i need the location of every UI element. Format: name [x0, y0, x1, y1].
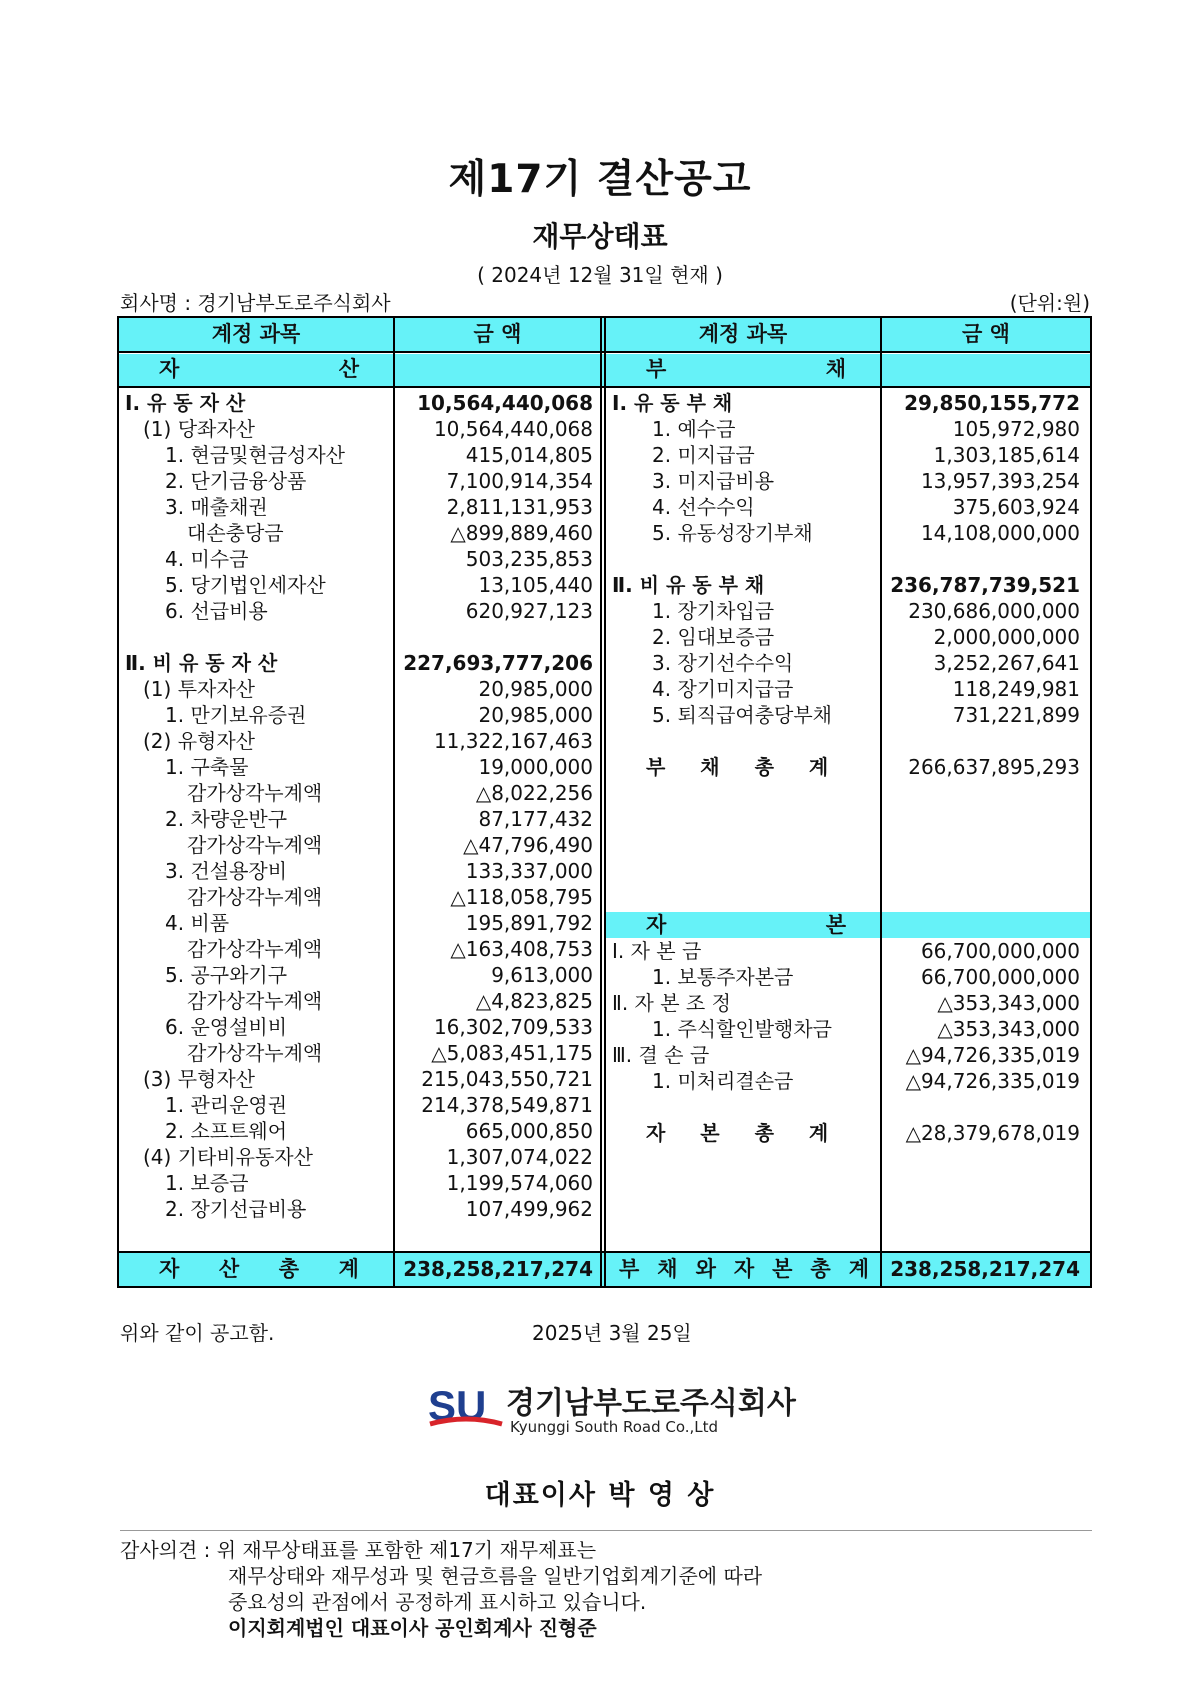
liabilities-section-title: [646, 356, 846, 382]
account-amount: △899,889,460: [450, 521, 593, 545]
account-label: 6. 운영설비비: [165, 1015, 288, 1039]
account-amount: △94,726,335,019: [905, 1069, 1080, 1093]
account-label: 1. 장기차입금: [652, 599, 775, 623]
account-amount: △28,379,678,019: [905, 1121, 1080, 1145]
audit-opinion-line: 재무상태와 재무성과 및 현금흐름을 일반기업회계기준에 따라: [228, 1564, 763, 1588]
account-label: 감가상각누계액: [187, 781, 323, 805]
total-label-char: 총: [278, 1257, 300, 1281]
account-amount: 227,693,777,206: [403, 651, 593, 675]
total-liab-equity-amount: 238,258,217,274: [890, 1257, 1080, 1281]
account-amount: 118,249,981: [952, 677, 1080, 701]
account-amount: 2,811,131,953: [446, 495, 593, 519]
statement-date: ( 2024년 12월 31일 현재 ): [477, 263, 723, 287]
logo-company-korean: 경기남부도로주식회사: [506, 1386, 796, 1421]
row-divider: [119, 1251, 1090, 1253]
account-amount: 14,108,000,000: [920, 521, 1080, 545]
row-divider: [119, 386, 1090, 388]
auditor-name: 이지회계법인 대표이사 공인회계사 진형준: [228, 1616, 597, 1640]
total-label-char: 자: [159, 1257, 180, 1281]
notice-date: 2025년 3월 25일: [532, 1321, 692, 1345]
account-label: (2) 유형자산: [143, 729, 255, 753]
account-label: 4. 선수수익: [652, 495, 755, 519]
total-label-char: 와: [695, 1257, 716, 1281]
account-label: Ⅲ. 결 손 금: [612, 1043, 710, 1067]
notice-text: 위와 같이 공고함.: [120, 1321, 275, 1345]
account-amount: 503,235,853: [465, 547, 593, 571]
total-label-char: 본: [772, 1257, 793, 1281]
account-label: 3. 장기선수수익: [652, 651, 794, 675]
account-label: 5. 퇴직급여충당부채: [652, 703, 832, 727]
section-title-char: 자: [159, 357, 180, 381]
account-label: 3. 건설용장비: [165, 859, 288, 883]
statement-title: 재무상태표: [532, 220, 668, 253]
account-amount: 195,891,792: [465, 911, 593, 935]
account-label: 감가상각누계액: [187, 1041, 323, 1065]
account-amount: 230,686,000,000: [908, 599, 1080, 623]
account-amount: 215,043,550,721: [421, 1067, 593, 1091]
account-amount: 105,972,980: [952, 417, 1080, 441]
column-header-amount: 금 액: [473, 322, 522, 346]
column-header-account: 계정 과목: [211, 322, 301, 346]
account-amount: 66,700,000,000: [920, 939, 1080, 963]
account-label: 1. 구축물: [165, 755, 249, 779]
account-amount: 2,000,000,000: [933, 625, 1080, 649]
account-label: 1. 보통주자본금: [652, 965, 794, 989]
total-label-char: 부: [619, 1257, 640, 1281]
account-label: Ⅰ. 자 본 금: [612, 939, 702, 963]
account-amount: 731,221,899: [952, 703, 1080, 727]
account-label: (1) 투자자산: [143, 677, 255, 701]
account-amount: 1,199,574,060: [446, 1171, 593, 1195]
account-amount: 13,957,393,254: [920, 469, 1080, 493]
column-header-amount: 금 액: [962, 322, 1010, 346]
account-label: 4. 비품: [165, 911, 230, 935]
account-amount: 20,985,000: [478, 677, 593, 701]
company-name: 회사명 : 경기남부도로주식회사: [120, 291, 391, 315]
total-label-char: 계: [338, 1257, 359, 1281]
account-amount: △353,343,000: [937, 1017, 1080, 1041]
balance-sheet-table: [117, 316, 1092, 1288]
total-label-char: 자: [733, 1257, 755, 1281]
subtotal-label: 자 본 총 계: [646, 1121, 843, 1145]
row-divider: [119, 351, 1090, 353]
account-amount: 7,100,914,354: [446, 469, 593, 493]
account-amount: 9,613,000: [491, 963, 593, 987]
account-label: Ⅱ. 자 본 조 정: [612, 991, 731, 1015]
account-amount: 11,322,167,463: [433, 729, 593, 753]
account-label: 2. 단기금융상품: [165, 469, 307, 493]
account-amount: △4,823,825: [475, 989, 593, 1013]
subtotal-label: 부 채 총 계: [646, 755, 843, 779]
account-amount: △47,796,490: [463, 833, 593, 857]
account-amount: 133,337,000: [465, 859, 593, 883]
notice-title: 제17기 결산공고: [448, 157, 752, 202]
account-amount: 107,499,962: [465, 1197, 593, 1221]
account-amount: △8,022,256: [475, 781, 593, 805]
total-label-char: 계: [848, 1257, 869, 1281]
account-label: 5. 유동성장기부채: [652, 521, 813, 545]
assets-section-title: [159, 356, 359, 382]
account-amount: 266,637,895,293: [908, 755, 1080, 779]
total-label-char: 산: [218, 1257, 240, 1281]
account-amount: 665,000,850: [465, 1119, 593, 1143]
account-label: (4) 기타비유동자산: [143, 1145, 313, 1169]
account-amount: 3,252,267,641: [933, 651, 1080, 675]
account-amount: △118,058,795: [450, 885, 593, 909]
account-label: 1. 만기보유증권: [165, 703, 307, 727]
account-label: 1. 예수금: [652, 417, 736, 441]
account-label: (1) 당좌자산: [143, 417, 255, 441]
account-amount: △353,343,000: [937, 991, 1080, 1015]
currency-unit: (단위:원): [1009, 291, 1090, 315]
logo-mark: SU: [428, 1382, 487, 1429]
account-label: 4. 장기미지급금: [652, 677, 794, 701]
equity-section-title: [646, 912, 846, 938]
account-amount: 214,378,549,871: [421, 1093, 593, 1117]
total-label-char: 총: [810, 1257, 831, 1281]
account-amount: △94,726,335,019: [905, 1043, 1080, 1067]
account-label: 2. 소프트웨어: [165, 1119, 288, 1143]
account-amount: 16,302,709,533: [433, 1015, 593, 1039]
account-label: 감가상각누계액: [187, 833, 323, 857]
section-title-char: 본: [825, 913, 846, 937]
account-label: (3) 무형자산: [143, 1067, 255, 1091]
account-amount: 10,564,440,068: [417, 391, 593, 415]
account-label: 2. 차량운반구: [165, 807, 288, 831]
account-amount: 1,303,185,614: [933, 443, 1080, 467]
account-amount: 620,927,123: [465, 599, 593, 623]
account-label: 2. 장기선급비용: [165, 1197, 307, 1221]
account-amount: 66,700,000,000: [920, 965, 1080, 989]
account-amount: △5,083,451,175: [431, 1041, 593, 1065]
account-label: 1. 관리운영권: [165, 1093, 288, 1117]
logo-company-english: Kyunggi South Road Co.,Ltd: [510, 1418, 719, 1436]
account-label: 1. 보증금: [165, 1171, 249, 1195]
account-amount: 19,000,000: [478, 755, 593, 779]
account-label: 4. 미수금: [165, 547, 249, 571]
account-amount: 29,850,155,772: [904, 391, 1080, 415]
account-label: Ⅰ. 유 동 부 채: [612, 391, 733, 415]
account-label: 감가상각누계액: [187, 989, 323, 1013]
account-label: 5. 공구와기구: [165, 963, 288, 987]
account-amount: 1,307,074,022: [446, 1145, 593, 1169]
account-label: 3. 미지급비용: [652, 469, 775, 493]
account-label: 대손충당금: [187, 521, 284, 545]
company-logo-icon: [428, 1380, 504, 1434]
total-assets-label: [159, 1256, 359, 1282]
account-label: 감가상각누계액: [187, 885, 323, 909]
account-label: 2. 미지급금: [652, 443, 755, 467]
account-label: 감가상각누계액: [187, 937, 323, 961]
account-amount: 87,177,432: [478, 807, 593, 831]
column-header-account: 계정 과목: [698, 322, 788, 346]
total-liab-equity-label: [619, 1256, 869, 1282]
account-label: 1. 주식할인발행차금: [652, 1017, 832, 1041]
total-label-char: 채: [657, 1257, 678, 1281]
account-label: 5. 당기법인세자산: [165, 573, 326, 597]
account-label: Ⅱ. 비 유 동 부 채: [612, 573, 765, 597]
account-amount: 236,787,739,521: [890, 573, 1080, 597]
account-label: 1. 미처리결손금: [652, 1069, 794, 1093]
account-amount: 13,105,440: [478, 573, 593, 597]
account-amount: 415,014,805: [465, 443, 593, 467]
ceo-signature: 대표이사 박 영 상: [484, 1480, 716, 1511]
audit-opinion-line: 중요성의 관점에서 공정하게 표시하고 있습니다.: [228, 1590, 647, 1614]
account-label: 6. 선급비용: [165, 599, 268, 623]
account-label: Ⅱ. 비 유 동 자 산: [125, 651, 278, 675]
section-title-char: 산: [338, 357, 359, 381]
account-amount: 10,564,440,068: [433, 417, 593, 441]
total-assets-amount: 238,258,217,274: [403, 1257, 593, 1281]
footer-divider: [120, 1530, 1092, 1531]
account-label: 1. 현금및현금성자산: [165, 443, 345, 467]
account-amount: 375,603,924: [952, 495, 1080, 519]
account-amount: △163,408,753: [450, 937, 593, 961]
audit-opinion: 감사의견 : 위 재무상태표를 포함한 제17기 재무제표는: [120, 1538, 597, 1562]
account-label: 2. 임대보증금: [652, 625, 775, 649]
section-title-char: 부: [646, 357, 667, 381]
account-amount: 20,985,000: [478, 703, 593, 727]
account-label: Ⅰ. 유 동 자 산: [125, 391, 246, 415]
center-divider: [600, 318, 602, 1286]
center-divider: [604, 318, 606, 1286]
section-title-char: 자: [646, 913, 667, 937]
section-title-char: 채: [825, 357, 846, 381]
account-label: 3. 매출채권: [165, 495, 268, 519]
